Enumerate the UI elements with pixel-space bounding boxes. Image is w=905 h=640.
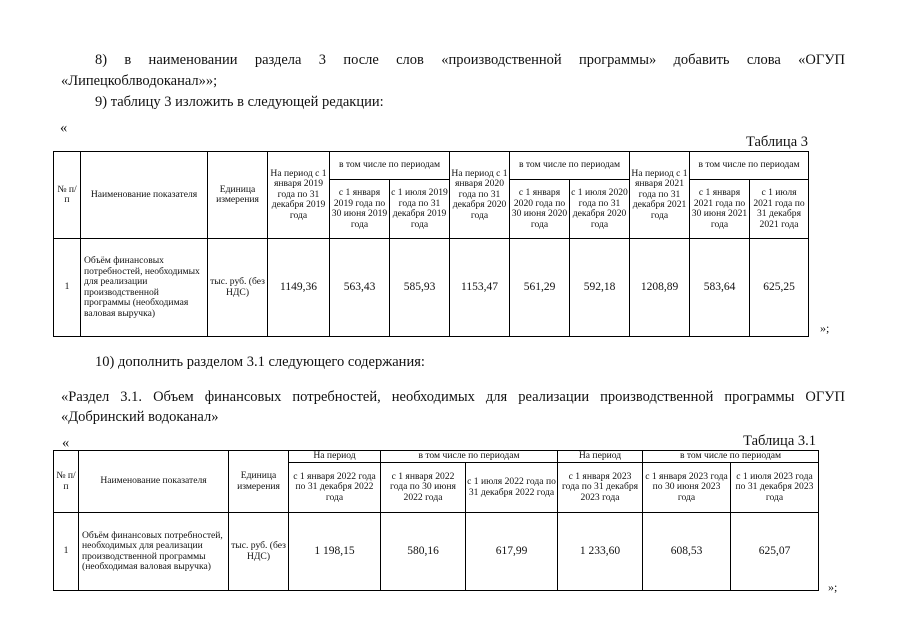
table-3 xyxy=(53,151,809,337)
value-2023: 1 233,60 xyxy=(558,513,643,591)
value-2019-h2: 585,93 xyxy=(390,239,450,337)
header-unit: Единица измерения xyxy=(208,152,268,239)
header-incl-2019: в том числе по периодам xyxy=(330,152,450,180)
row-name: Объём финансовых потребностей, необходимых для реализации производственной программы (необходимая валовая выручка) xyxy=(79,513,229,591)
header-name: Наименование показателя xyxy=(81,152,208,239)
header-num: № п/п xyxy=(54,152,81,239)
header-incl-2021: в том числе по периодам xyxy=(690,152,809,180)
value-2023-h2: 625,07 xyxy=(731,513,819,591)
header-2021-h2: с 1 июля 2021 года по 31 декабря 2021 года xyxy=(750,180,809,239)
header-2019-h2: с 1 июля 2019 года по 31 декабря 2019 года xyxy=(390,180,450,239)
value-2022: 1 198,15 xyxy=(289,513,381,591)
value-2022-h2: 617,99 xyxy=(466,513,558,591)
value-2019-h1: 563,43 xyxy=(330,239,390,337)
section-3-1-line-2: «Добринский водоканал» xyxy=(61,409,219,425)
table-3-1-caption: Таблица 3.1 xyxy=(743,433,816,449)
header-period-2021: На период с 1 января 2021 года по 31 декабря 2021 года xyxy=(630,152,690,239)
row-unit: тыс. руб. (без НДС) xyxy=(229,513,289,591)
table-3-close-quote: »; xyxy=(820,321,830,335)
header-2020-h1: с 1 января 2020 года по 30 июня 2020 года xyxy=(510,180,570,239)
paragraph-8-line-2: «Липецкоблводоканал»»; xyxy=(61,73,218,89)
value-2023-h1: 608,53 xyxy=(643,513,731,591)
paragraph-10: 10) дополнить разделом 3.1 следующего содержания: xyxy=(95,354,425,370)
row-unit: тыс. руб. (без НДС) xyxy=(208,239,268,337)
header-period-2022: с 1 января 2022 года по 31 декабря 2022 года xyxy=(289,463,381,513)
header-2023-h2: с 1 июля 2023 года по 31 декабря 2023 года xyxy=(731,463,819,513)
header-2019-h1: с 1 января 2019 года по 30 июня 2019 года xyxy=(330,180,390,239)
value-2020: 1153,47 xyxy=(450,239,510,337)
header-num: № п/п xyxy=(54,451,79,513)
header-period-2023: с 1 января 2023 года по 31 декабря 2023 года xyxy=(558,463,643,513)
header-period-label-2022: На период xyxy=(289,451,381,463)
table-3-1 xyxy=(53,450,819,591)
header-incl-2020: в том числе по периодам xyxy=(510,152,630,180)
header-2023-h1: с 1 января 2023 года по 30 июня 2023 года xyxy=(643,463,731,513)
header-incl-2023: в том числе по периодам xyxy=(643,451,819,463)
row-num: 1 xyxy=(54,239,81,337)
value-2020-h1: 561,29 xyxy=(510,239,570,337)
header-period-label-2023: На период xyxy=(558,451,643,463)
value-2021-h1: 583,64 xyxy=(690,239,750,337)
header-incl-2022: в том числе по периодам xyxy=(381,451,558,463)
header-2022-h2: с 1 июля 2022 года по 31 декабря 2022 года xyxy=(466,463,558,513)
quote-open-2: « xyxy=(62,435,70,451)
row-num: 1 xyxy=(54,513,79,591)
header-name: Наименование показателя xyxy=(79,451,229,513)
table-row xyxy=(54,513,819,591)
value-2021: 1208,89 xyxy=(630,239,690,337)
table-3-caption: Таблица 3 xyxy=(745,134,808,150)
section-3-1-line-1: «Раздел 3.1. Объем финансовых потребностей, необходимых для реализации производственной программы ОГУП xyxy=(61,389,845,405)
header-2022-h1: с 1 января 2022 года по 30 июня 2022 года xyxy=(381,463,466,513)
row-name: Объём финансовых потребностей, необходимых для реализации производственной программы (необходимая валовая выручка) xyxy=(81,239,208,337)
header-period-2020: На период с 1 января 2020 года по 31 декабря 2020 года xyxy=(450,152,510,239)
value-2020-h2: 592,18 xyxy=(570,239,630,337)
quote-open-1: « xyxy=(60,120,68,136)
header-2021-h1: с 1 января 2021 года по 30 июня 2021 года xyxy=(690,180,750,239)
paragraph-8-line-1: 8) в наименовании раздела 3 после слов «производственной программы» добавить слова «ОГУП xyxy=(95,52,845,68)
table-row xyxy=(54,239,809,337)
table-3-1-close-quote: »; xyxy=(828,580,838,594)
value-2021-h2: 625,25 xyxy=(750,239,809,337)
header-2020-h2: с 1 июля 2020 года по 31 декабря 2020 года xyxy=(570,180,630,239)
header-unit: Единица измерения xyxy=(229,451,289,513)
paragraph-9: 9) таблицу 3 изложить в следующей редакции: xyxy=(95,94,384,110)
value-2019: 1149,36 xyxy=(268,239,330,337)
value-2022-h1: 580,16 xyxy=(381,513,466,591)
header-period-2019: На период с 1 января 2019 года по 31 декабря 2019 года xyxy=(268,152,330,239)
